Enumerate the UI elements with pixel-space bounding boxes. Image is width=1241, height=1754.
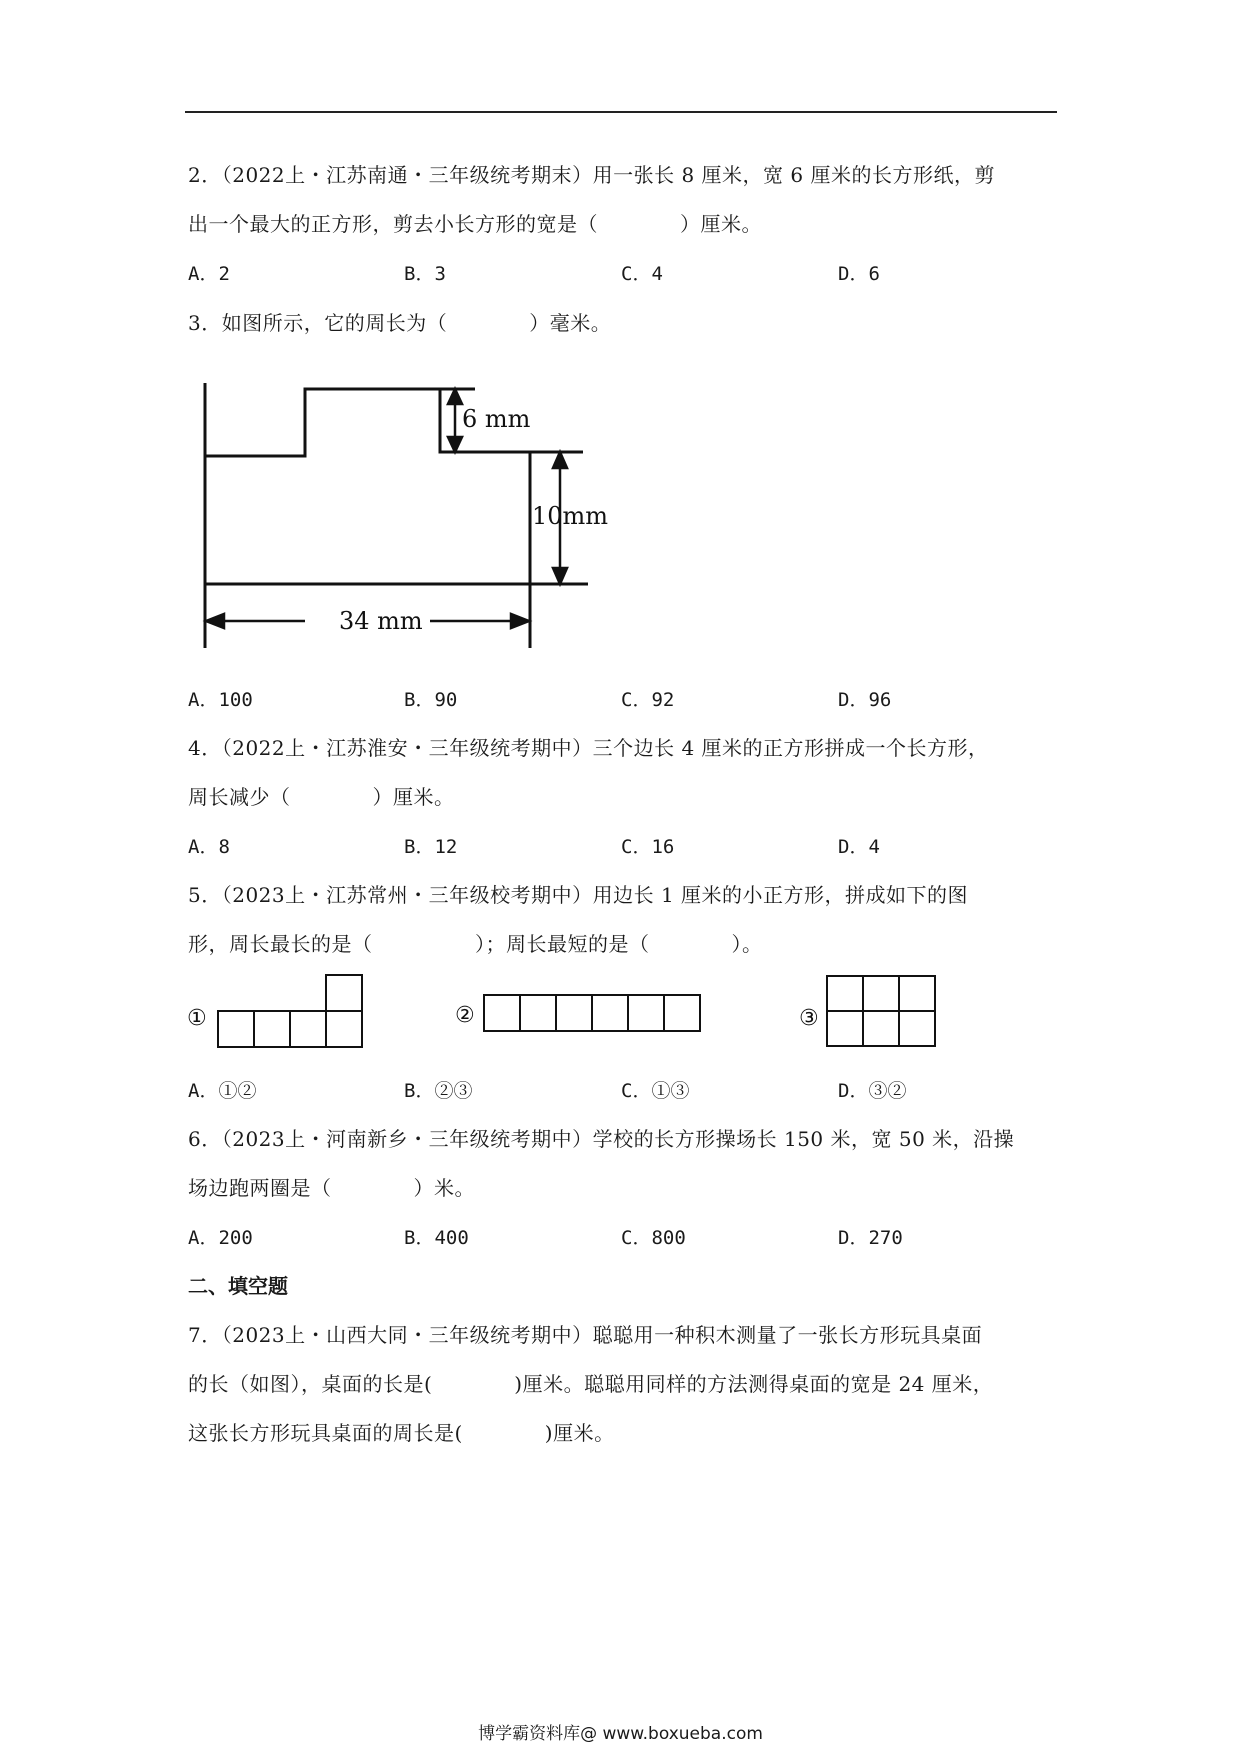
q4-option-a[interactable]: A．8 — [188, 836, 230, 858]
q5-text-line2: 形，周长最长的是（ ）；周长最短的是（ ）。 — [188, 932, 763, 956]
q3-option-b[interactable]: B．90 — [404, 689, 458, 711]
q3-label-10mm: 10mm — [532, 502, 609, 530]
q6-option-b[interactable]: B．400 — [404, 1227, 469, 1249]
q5-figure-label-3: ③ — [799, 1006, 819, 1031]
footer-watermark[interactable]: 博学霸资料库@ www.boxueba.com — [478, 1724, 763, 1744]
q2-option-d[interactable]: D．6 — [838, 263, 880, 285]
q5-figure-label-1: ① — [187, 1006, 207, 1031]
q4-option-b[interactable]: B．12 — [404, 836, 458, 858]
q6-option-d[interactable]: D．270 — [838, 1227, 903, 1249]
q7-text-line2: 的长（如图），桌面的长是( )厘米。聪聪用同样的方法测得桌面的宽是 24 厘米， — [188, 1372, 994, 1396]
q4-text-line1: 4．（2022上・江苏淮安・三年级统考期中）三个边长 4 厘米的正方形拼成一个长方形， — [188, 736, 989, 760]
q5-option-c[interactable]: C．①③ — [621, 1080, 690, 1102]
q3-label-34mm: 34 mm — [339, 607, 423, 635]
q6-text-line2: 场边跑两圈是（ ）米。 — [188, 1176, 475, 1200]
q2-option-c[interactable]: C．4 — [621, 263, 663, 285]
q3-option-c[interactable]: C．92 — [621, 689, 675, 711]
q3-label-6mm: 6 mm — [462, 405, 531, 433]
q3-text-line1: 3．如图所示，它的周长为（ ）毫米。 — [188, 311, 612, 335]
q4-text-line2: 周长减少（ ）厘米。 — [188, 785, 455, 809]
q5-option-a[interactable]: A．①② — [188, 1080, 257, 1102]
q2-text-line1: 2．（2022上・江苏南通・三年级统考期末）用一张长 8 厘米，宽 6 厘米的长方形纸，剪 — [188, 163, 996, 187]
q4-option-d[interactable]: D．4 — [838, 836, 880, 858]
q3-option-d[interactable]: D．96 — [838, 689, 892, 711]
q5-figure-label-2: ② — [455, 1003, 475, 1028]
q5-text-line1: 5．（2023上・江苏常州・三年级校考期中）用边长 1 厘米的小正方形，拼成如下的图 — [188, 883, 969, 907]
q2-option-b[interactable]: B．3 — [404, 263, 446, 285]
q6-text-line1: 6．（2023上・河南新乡・三年级统考期中）学校的长方形操场长 150 米，宽 50 米，沿操 — [188, 1127, 1015, 1151]
q5-option-d[interactable]: D．③② — [838, 1080, 907, 1102]
section-title-fill-in: 二、填空题 — [188, 1274, 288, 1298]
q3-option-a[interactable]: A．100 — [188, 689, 253, 711]
q7-text-line3: 这张长方形玩具桌面的周长是( )厘米。 — [188, 1421, 615, 1445]
q7-text-line1: 7．（2023上・山西大同・三年级统考期中）聪聪用一种积木测量了一张长方形玩具桌面 — [188, 1323, 983, 1347]
q2-option-a[interactable]: A．2 — [188, 263, 230, 285]
q4-option-c[interactable]: C．16 — [621, 836, 675, 858]
q5-option-b[interactable]: B．②③ — [404, 1080, 473, 1102]
q6-option-a[interactable]: A．200 — [188, 1227, 253, 1249]
q6-option-c[interactable]: C．800 — [621, 1227, 686, 1249]
q2-text-line2: 出一个最大的正方形，剪去小长方形的宽是（ ）厘米。 — [188, 212, 762, 236]
